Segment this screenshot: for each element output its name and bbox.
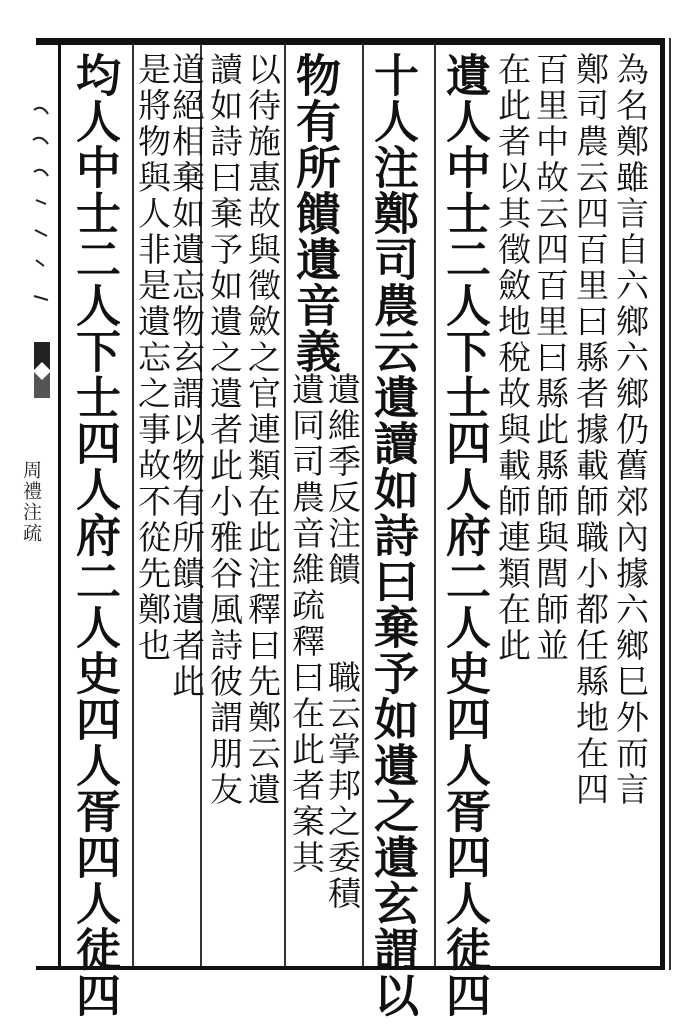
- text-column: 鄭司農云四百里曰縣者據載師職小都任縣地在四: [571, 52, 610, 808]
- text-column: 百里中故云四百里曰縣此縣師與閭師並: [531, 52, 570, 664]
- annotation-column: 職云掌邦之委積: [323, 660, 362, 912]
- text-column: 物有所饋遺音義: [288, 52, 341, 374]
- frame-top-border: [36, 38, 664, 45]
- margin-ink-marks: [30, 100, 52, 330]
- annotation-column: 遺同司農音維疏釋曰在此者案其: [287, 372, 326, 876]
- text-column: 為名鄭雖言自六鄉六鄉仍舊郊內據六鄉巳外而言: [611, 52, 650, 808]
- text-column: 是將物與人非是遺忘之事故不從先鄭也: [133, 52, 172, 664]
- frame-right-border: [660, 38, 665, 970]
- text-column: 道絕相棄如遺忘物玄謂以物有所饋遺者此: [167, 52, 206, 700]
- text-column: 均人中士二人下士四人府二人史四人胥四人徒四: [68, 52, 121, 1018]
- text-column: 在此者以其徵斂地稅故與載師連類在此: [493, 52, 532, 664]
- text-column: 遺人中士二人下士四人府二人史四人胥四人徒四: [438, 52, 491, 1018]
- text-column: 以待施惠故與徵斂之官連類在此注釋曰先鄭云遺: [243, 52, 282, 808]
- frame-left-border: [58, 40, 61, 970]
- text-column: 十人注鄭司農云遺讀如詩曰棄予如遺之遺玄謂以: [366, 52, 419, 1018]
- page-margin: [0, 40, 58, 970]
- annotation-column: 遺維季反注饋: [323, 372, 362, 588]
- book-title: 周禮注疏: [20, 460, 42, 544]
- column-rule: [434, 44, 436, 966]
- fish-tail-mark-icon: [32, 340, 52, 400]
- frame-bottom-border: [36, 966, 664, 970]
- column-rule: [284, 44, 286, 966]
- text-column: 讀如詩曰棄予如遺之遺者此小雅谷風詩彼謂朋友: [205, 52, 244, 808]
- column-rule: [362, 44, 364, 966]
- frame-right-inner-border: [669, 38, 671, 970]
